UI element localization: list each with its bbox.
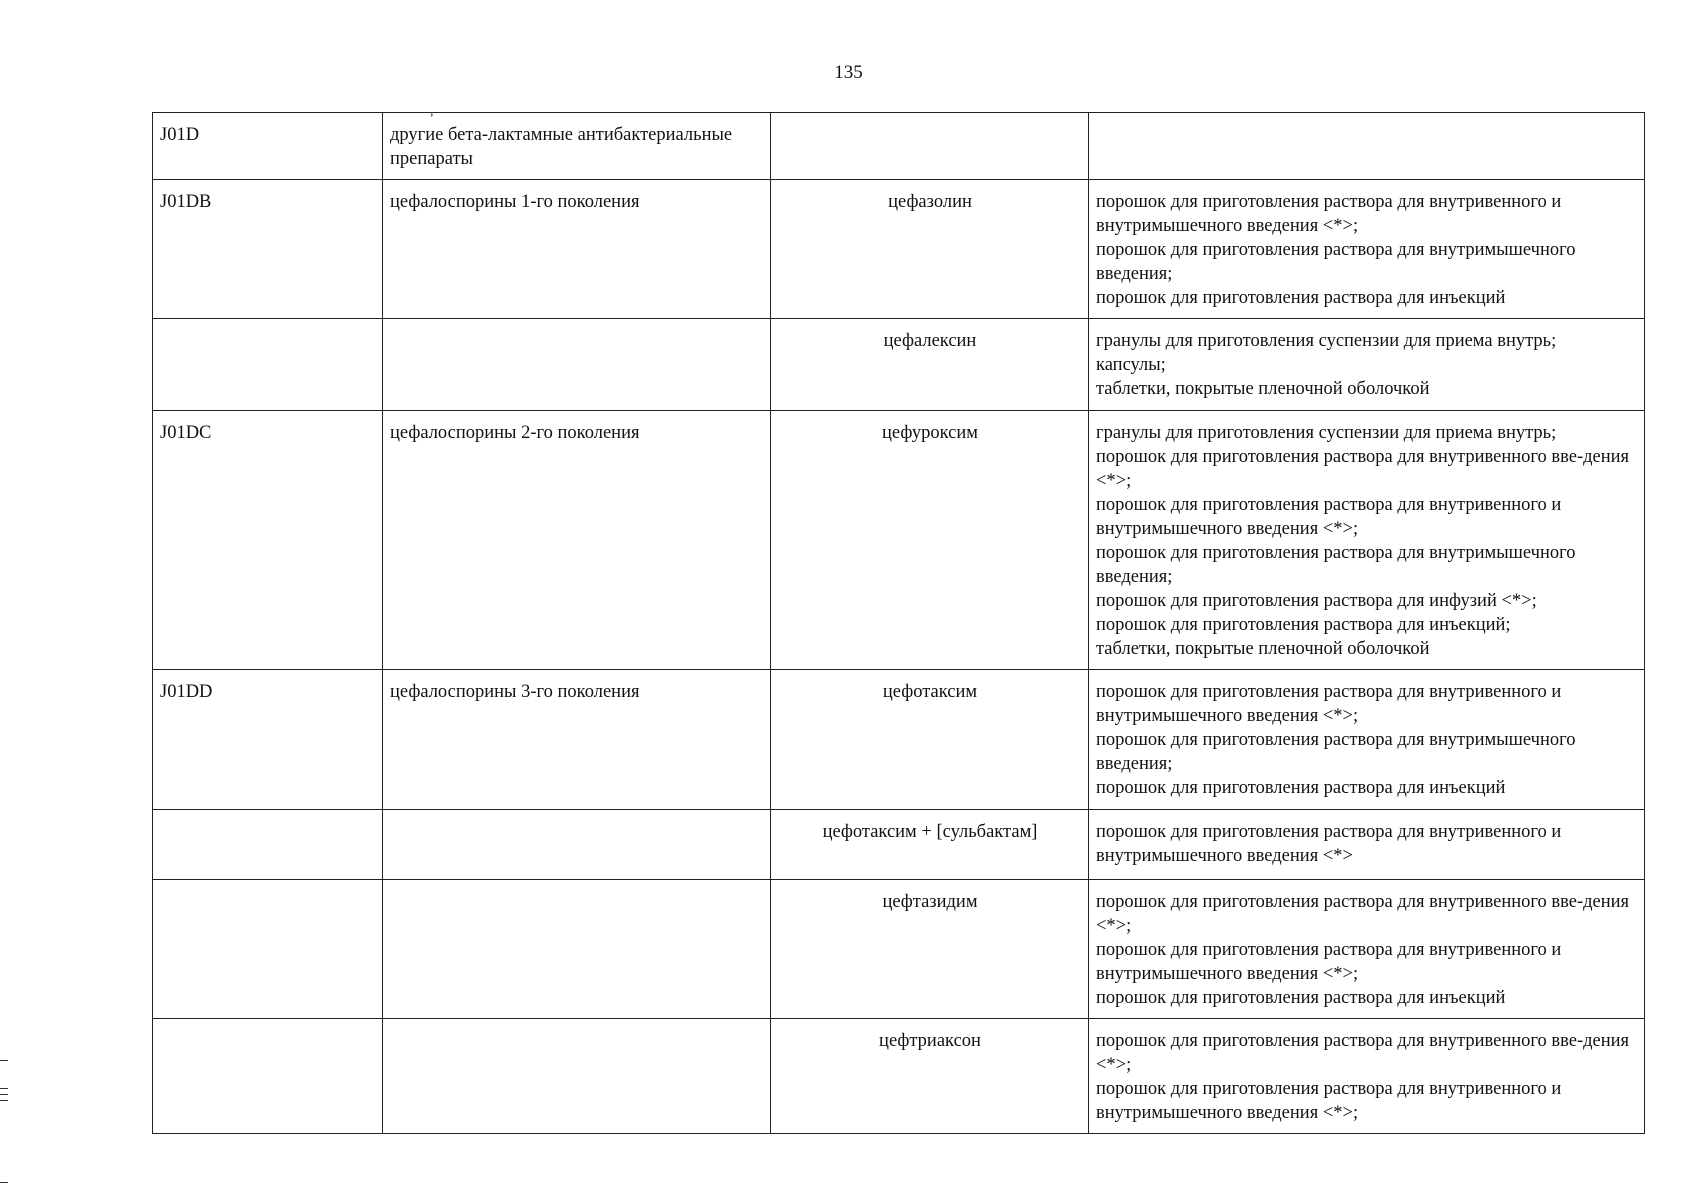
table-row [153, 1019, 1645, 1134]
dosage-form: гранулы для приготовления суспензии для приема внутрь; [1096, 423, 1557, 443]
drug-name-cell: цефтриаксон [771, 1019, 1089, 1134]
scan-mark: , [430, 104, 434, 119]
dosage-form: порошок для приготовления раствора для внутривенного и внутримышечного введения <*>; [1096, 940, 1562, 984]
dosage-form: порошок для приготовления раствора для внутривенного и внутримышечного введения <*>; [1096, 192, 1562, 236]
dosage-form: гранулы для приготовления суспензии для приема внутрь; [1096, 331, 1557, 351]
dosage-form: порошок для приготовления раствора для внутривенного и внутримышечного введения <*>; [1096, 682, 1562, 726]
drug-name-cell [771, 113, 1089, 180]
margin-mark [0, 1088, 8, 1089]
dosage-form: порошок для приготовления раствора для инъекций [1096, 288, 1506, 308]
table-row [153, 880, 1645, 1019]
group-name-cell [383, 1019, 771, 1134]
medication-table [152, 112, 1645, 1134]
margin-mark [0, 1094, 8, 1095]
drug-name-cell: цефалексин [771, 319, 1089, 411]
table-row [153, 810, 1645, 880]
dosage-form: порошок для приготовления раствора для внутривенного вве-дения <*>; [1096, 447, 1630, 491]
page-number: 135 [834, 62, 863, 83]
dosage-form: порошок для приготовления раствора для внутривенного и внутримышечного введения <*>; [1096, 495, 1562, 539]
drug-name-cell: цефотаксим + [сульбактам] [771, 810, 1089, 880]
dosage-forms-cell [1089, 880, 1645, 1019]
margin-mark [0, 1182, 8, 1183]
atc-code-cell: J01DB [153, 180, 383, 319]
drug-name-cell: цефазолин [771, 180, 1089, 319]
atc-code-cell: J01DD [153, 670, 383, 810]
dosage-form: порошок для приготовления раствора для внутривенного и внутримышечного введения <*> [1096, 822, 1562, 866]
group-name-cell: цефалоспорины 1-го поколения [383, 180, 771, 319]
atc-code-cell [153, 1019, 383, 1134]
atc-code-cell [153, 810, 383, 880]
atc-code-cell: J01D [153, 113, 383, 180]
dosage-forms-cell [1089, 670, 1645, 810]
dosage-form: порошок для приготовления раствора для инъекций [1096, 988, 1506, 1008]
drug-name-cell: цефтазидим [771, 880, 1089, 1019]
dosage-forms-cell [1089, 411, 1645, 670]
dosage-forms-cell [1089, 113, 1645, 180]
table-row [153, 180, 1645, 319]
group-name-cell: цефалоспорины 3-го поколения [383, 670, 771, 810]
dosage-form: таблетки, покрытые пленочной оболочкой [1096, 379, 1430, 399]
group-name-cell: другие бета-лактамные антибактериальные препараты [383, 113, 771, 180]
dosage-form: порошок для приготовления раствора для внутривенного вве-дения <*>; [1096, 1031, 1630, 1075]
dosage-form: порошок для приготовления раствора для внутримышечного введения; [1096, 543, 1576, 587]
table-row [153, 670, 1645, 810]
dosage-form: таблетки, покрытые пленочной оболочкой [1096, 639, 1430, 659]
dosage-form: порошок для приготовления раствора для инфузий <*>; [1096, 591, 1537, 611]
margin-mark [0, 1100, 8, 1101]
dosage-forms-cell [1089, 810, 1645, 880]
table-row [153, 319, 1645, 411]
dosage-form: порошок для приготовления раствора для внутримышечного введения; [1096, 730, 1576, 774]
dosage-forms-cell [1089, 1019, 1645, 1134]
dosage-form: порошок для приготовления раствора для внутримышечного введения; [1096, 240, 1576, 284]
margin-mark [0, 1060, 8, 1061]
table-row [153, 411, 1645, 670]
atc-code-cell [153, 319, 383, 411]
dosage-form: капсулы; [1096, 355, 1166, 375]
atc-code-cell [153, 880, 383, 1019]
dosage-forms-cell [1089, 319, 1645, 411]
group-name-cell [383, 319, 771, 411]
dosage-form: порошок для приготовления раствора для внутривенного и внутримышечного введения <*>; [1096, 1079, 1562, 1123]
drug-name-cell: цефуроксим [771, 411, 1089, 670]
group-name-cell [383, 880, 771, 1019]
drug-name-cell: цефотаксим [771, 670, 1089, 810]
group-name-cell: цефалоспорины 2-го поколения [383, 411, 771, 670]
atc-code-cell: J01DC [153, 411, 383, 670]
dosage-forms-cell [1089, 180, 1645, 319]
dosage-form: порошок для приготовления раствора для внутривенного вве-дения <*>; [1096, 892, 1630, 936]
group-name-cell [383, 810, 771, 880]
table-row [153, 113, 1645, 180]
dosage-form: порошок для приготовления раствора для инъекций; [1096, 615, 1511, 635]
dosage-form: порошок для приготовления раствора для инъекций [1096, 778, 1506, 798]
